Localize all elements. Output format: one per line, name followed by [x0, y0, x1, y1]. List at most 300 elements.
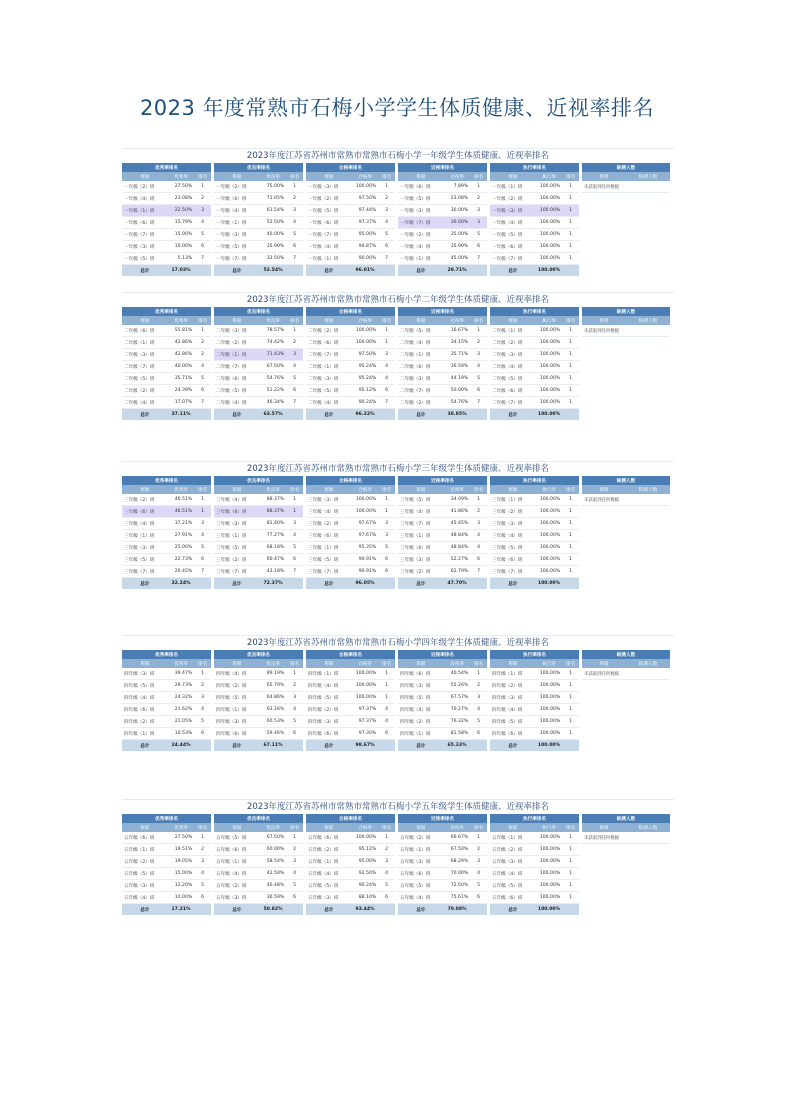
- class-name-cell: 一年级（7）班: [490, 253, 536, 265]
- table-row: [398, 680, 487, 692]
- table-row: [490, 241, 579, 253]
- table-row: [398, 728, 487, 740]
- column-header-rank: 排名: [194, 316, 211, 325]
- rate-value-cell: 5.13%: [168, 253, 194, 265]
- class-name-cell: 一年级（2）班: [214, 181, 260, 193]
- class-name-cell: 二年级（7）班: [490, 397, 536, 409]
- ranking-table: [122, 476, 211, 589]
- rate-value-cell: 15.00%: [168, 229, 194, 241]
- rank-cell: 1: [286, 832, 303, 844]
- rank-cell: 1: [378, 832, 395, 844]
- table-caption-row: [582, 307, 670, 316]
- table-row: [306, 668, 395, 680]
- column-header-missing: 缺测人数: [626, 316, 670, 325]
- rank-cell: 7: [470, 397, 487, 409]
- table-row: [490, 337, 579, 349]
- class-name-cell: 三年级（2）班: [214, 554, 260, 566]
- table-row: [122, 325, 211, 337]
- table-header-row: [490, 316, 579, 325]
- total-label-cell: 总计: [398, 265, 444, 277]
- rank-cell: 6: [194, 385, 211, 397]
- class-name-cell: 三年级（5）班: [214, 542, 260, 554]
- column-header-value: 执行率: [536, 172, 562, 181]
- table-caption: 执行率排名: [490, 476, 579, 485]
- rate-value-cell: 100.00%: [536, 856, 562, 868]
- table-row: [398, 692, 487, 704]
- rate-value-cell: 25.00%: [168, 542, 194, 554]
- table-row: [306, 373, 395, 385]
- class-name-cell: 三年级（1）班: [214, 530, 260, 542]
- column-header-rank: 排名: [562, 485, 579, 494]
- column-header-class: 班级: [214, 316, 260, 325]
- rate-value-cell: 100.00%: [352, 680, 378, 692]
- rate-value-cell: 100.00%: [352, 337, 378, 349]
- table-row: [122, 880, 211, 892]
- rank-cell: 4: [378, 716, 395, 728]
- rate-value-cell: 21.05%: [168, 716, 194, 728]
- rank-cell: 1: [470, 494, 487, 506]
- rank-cell: 2: [286, 680, 303, 692]
- class-name-cell: 五年级（3）班: [398, 856, 444, 868]
- missing-people-table: [582, 650, 670, 680]
- total-label-cell: 总计: [398, 740, 444, 752]
- rate-value-cell: 42.86%: [168, 349, 194, 361]
- class-name-cell: 一年级（4）班: [490, 217, 536, 229]
- table-row: [214, 361, 303, 373]
- class-name-cell: 三年级（1）班: [490, 494, 536, 506]
- class-name-cell: 五年级（5）班: [306, 880, 352, 892]
- rate-value-cell: 52.50%: [260, 217, 286, 229]
- rate-value-cell: 100.00%: [536, 349, 562, 361]
- rank-cell: 3: [286, 856, 303, 868]
- table-header-row: [214, 316, 303, 325]
- table-row: [490, 668, 579, 680]
- class-name-cell: 五年级（3）班: [214, 892, 260, 904]
- table-caption: 优良率排名: [214, 476, 303, 485]
- rate-value-cell: 100.00%: [536, 880, 562, 892]
- class-name-cell: 四年级（1）班: [490, 668, 536, 680]
- table-caption-row: [582, 163, 670, 172]
- table-row: [122, 217, 211, 229]
- total-value-cell: 17.03%: [168, 265, 194, 277]
- column-header-class: 班级: [122, 172, 168, 181]
- total-value-cell: 70.08%: [444, 904, 470, 916]
- total-label-cell: 总计: [122, 578, 168, 590]
- total-blank-cell: [470, 904, 487, 916]
- rank-cell: 5: [378, 880, 395, 892]
- total-label-cell: 总计: [490, 904, 536, 916]
- rank-cell: 7: [378, 253, 395, 265]
- rank-cell: 5: [286, 880, 303, 892]
- table-row: [306, 728, 395, 740]
- total-value-cell: 67.11%: [260, 740, 286, 752]
- class-name-cell: 一年级（4）班: [306, 241, 352, 253]
- table-row: [122, 856, 211, 868]
- table-caption-row: [490, 163, 579, 172]
- rate-value-cell: 89.19%: [260, 668, 286, 680]
- table-header-row: [398, 485, 487, 494]
- rank-cell: 5: [286, 542, 303, 554]
- class-name-cell: 一年级（7）班: [306, 229, 352, 241]
- class-name-cell: 二年级（7）班: [398, 385, 444, 397]
- rate-value-cell: 67.50%: [260, 361, 286, 373]
- table-row: [398, 373, 487, 385]
- column-header-value: 优秀率: [168, 659, 194, 668]
- table-row: [490, 892, 579, 904]
- total-value-cell: 50.82%: [260, 904, 286, 916]
- class-name-cell: 二年级（6）班: [490, 385, 536, 397]
- rank-cell: 1: [562, 518, 579, 530]
- total-value-cell: 96.22%: [352, 409, 378, 421]
- class-name-cell: 二年级（5）班: [214, 385, 260, 397]
- class-name-cell: 三年级（2）班: [490, 506, 536, 518]
- table-caption: 近视率排名: [398, 814, 487, 823]
- class-name-cell: 四年级（2）班: [214, 680, 260, 692]
- table-header-row: [306, 823, 395, 832]
- class-name-cell: 三年级（1）班: [398, 530, 444, 542]
- rate-value-cell: 60.53%: [260, 716, 286, 728]
- rank-cell: 4: [378, 868, 395, 880]
- rate-value-cell: 50.00%: [444, 385, 470, 397]
- column-header-rank: 排名: [470, 172, 487, 181]
- class-name-cell: 五年级（3）班: [306, 892, 352, 904]
- table-row: [122, 554, 211, 566]
- class-name-cell: 一年级（7）班: [122, 229, 168, 241]
- rank-cell: 3: [194, 205, 211, 217]
- class-name-cell: 五年级（5）班: [490, 880, 536, 892]
- rate-value-cell: 88.10%: [352, 892, 378, 904]
- column-header-value: 合格率: [352, 823, 378, 832]
- total-label-cell: 总计: [398, 904, 444, 916]
- column-header-value: 优秀率: [168, 485, 194, 494]
- rank-cell: 1: [470, 832, 487, 844]
- rank-cell: 1: [562, 566, 579, 578]
- table-row: [122, 728, 211, 740]
- rate-value-cell: 60.00%: [260, 844, 286, 856]
- class-name-cell: 一年级（2）班: [398, 229, 444, 241]
- rank-cell: 4: [286, 704, 303, 716]
- class-name-cell: 一年级（3）班: [490, 205, 536, 217]
- table-caption-row: [122, 307, 211, 316]
- rank-cell: 1: [562, 692, 579, 704]
- table-caption: 缺测人数: [582, 163, 670, 172]
- class-name-cell: 五年级（6）班: [122, 832, 168, 844]
- total-row: [214, 265, 303, 277]
- class-name-cell: 二年级（4）班: [122, 397, 168, 409]
- rate-value-cell: 71.05%: [260, 193, 286, 205]
- empty-row: [582, 325, 670, 337]
- class-name-cell: 四年级（4）班: [122, 692, 168, 704]
- column-header-value: 近视率: [444, 316, 470, 325]
- rank-cell: 1: [562, 542, 579, 554]
- rank-cell: 2: [286, 844, 303, 856]
- total-blank-cell: [194, 578, 211, 590]
- rate-value-cell: 23.08%: [168, 193, 194, 205]
- table-row: [490, 844, 579, 856]
- table-caption-row: [582, 814, 670, 823]
- class-name-cell: 四年级（4）班: [490, 704, 536, 716]
- table-header-row: [582, 823, 670, 832]
- class-name-cell: 一年级（2）班: [490, 193, 536, 205]
- table-row: [214, 397, 303, 409]
- class-name-cell: 三年级（3）班: [306, 494, 352, 506]
- rank-cell: 2: [194, 193, 211, 205]
- rank-cell: 4: [286, 361, 303, 373]
- rate-value-cell: 97.37%: [352, 716, 378, 728]
- table-row: [398, 554, 487, 566]
- class-name-cell: 二年级（6）班: [122, 325, 168, 337]
- rate-value-cell: 100.00%: [536, 542, 562, 554]
- table-row: [398, 361, 487, 373]
- table-row: [122, 337, 211, 349]
- column-header-rank: 排名: [194, 659, 211, 668]
- class-name-cell: 五年级（1）班: [214, 856, 260, 868]
- rate-value-cell: 95.24%: [352, 373, 378, 385]
- column-header-value: 执行率: [536, 823, 562, 832]
- class-name-cell: 一年级（3）班: [214, 229, 260, 241]
- column-header-class: 班级: [306, 172, 352, 181]
- rate-value-cell: 42.86%: [168, 337, 194, 349]
- class-name-cell: 一年级（2）班: [306, 193, 352, 205]
- class-name-cell: 四年级（6）班: [214, 728, 260, 740]
- rank-cell: 7: [194, 253, 211, 265]
- class-name-cell: 二年级（4）班: [306, 397, 352, 409]
- rate-value-cell: 35.71%: [168, 373, 194, 385]
- table-header-row: [214, 659, 303, 668]
- rate-value-cell: 40.00%: [168, 361, 194, 373]
- grade-tables: [122, 814, 674, 915]
- column-header-value: 合格率: [352, 316, 378, 325]
- table-row: [490, 518, 579, 530]
- rank-cell: 4: [194, 217, 211, 229]
- class-name-cell: 一年级（4）班: [214, 205, 260, 217]
- table-caption-row: [214, 307, 303, 316]
- class-name-cell: 二年级（3）班: [214, 325, 260, 337]
- table-row: [490, 542, 579, 554]
- rank-cell: 2: [194, 349, 211, 361]
- rank-cell: 4: [470, 868, 487, 880]
- table-row: [122, 241, 211, 253]
- rank-cell: 6: [286, 892, 303, 904]
- class-name-cell: 三年级（6）班: [122, 506, 168, 518]
- ranking-table: [214, 476, 303, 589]
- rank-cell: 1: [378, 337, 395, 349]
- table-row: [214, 193, 303, 205]
- class-name-cell: 五年级（2）班: [306, 844, 352, 856]
- rank-cell: 1: [562, 554, 579, 566]
- total-value-cell: 52.54%: [260, 265, 286, 277]
- column-header-class: 班级: [122, 659, 168, 668]
- column-header-value: 优良率: [260, 172, 286, 181]
- rate-value-cell: 54.76%: [260, 373, 286, 385]
- class-name-cell: 三年级（6）班: [214, 506, 260, 518]
- total-label-cell: 总计: [122, 265, 168, 277]
- table-caption-row: [582, 650, 670, 659]
- rate-value-cell: 100.00%: [536, 181, 562, 193]
- class-name-cell: 二年级（4）班: [398, 337, 444, 349]
- total-row: [122, 578, 211, 590]
- table-row: [122, 193, 211, 205]
- rate-value-cell: 68.18%: [260, 542, 286, 554]
- total-row: [490, 904, 579, 916]
- rate-value-cell: 7.89%: [444, 181, 470, 193]
- table-row: [398, 205, 487, 217]
- rank-cell: 1: [562, 217, 579, 229]
- total-blank-cell: [194, 904, 211, 916]
- class-name-cell: 四年级（3）班: [490, 692, 536, 704]
- rank-cell: 1: [194, 506, 211, 518]
- table-caption-row: [214, 650, 303, 659]
- rank-cell: 6: [470, 385, 487, 397]
- class-name-cell: 一年级（4）班: [122, 193, 168, 205]
- table-row: [398, 337, 487, 349]
- table-header-row: [122, 316, 211, 325]
- rate-value-cell: 60.47%: [260, 554, 286, 566]
- rate-value-cell: 90.24%: [352, 397, 378, 409]
- table-header-row: [122, 485, 211, 494]
- class-name-cell: 五年级（4）班: [122, 892, 168, 904]
- rate-value-cell: 36.59%: [260, 892, 286, 904]
- rank-cell: 1: [562, 337, 579, 349]
- class-name-cell: 二年级（7）班: [306, 349, 352, 361]
- rank-cell: 4: [286, 530, 303, 542]
- rank-cell: 3: [286, 205, 303, 217]
- rate-value-cell: 78.57%: [260, 325, 286, 337]
- rank-cell: 1: [378, 506, 395, 518]
- ranking-table: [490, 307, 579, 420]
- rank-cell: 3: [378, 530, 395, 542]
- table-row: [398, 856, 487, 868]
- rate-value-cell: 67.50%: [260, 832, 286, 844]
- rate-value-cell: 74.42%: [260, 337, 286, 349]
- ranking-table: [122, 307, 211, 420]
- rate-value-cell: 30.00%: [444, 217, 470, 229]
- class-name-cell: 一年级（1）班: [398, 253, 444, 265]
- rate-value-cell: 10.00%: [168, 892, 194, 904]
- rate-value-cell: 100.00%: [536, 716, 562, 728]
- table-row: [306, 554, 395, 566]
- missing-people-table: [582, 163, 670, 193]
- table-row: [122, 680, 211, 692]
- table-caption-row: [490, 307, 579, 316]
- table-row: [306, 692, 395, 704]
- table-row: [490, 373, 579, 385]
- rank-cell: 1: [562, 205, 579, 217]
- rank-cell: 5: [470, 880, 487, 892]
- class-name-cell: 三年级（2）班: [122, 494, 168, 506]
- rank-cell: 1: [562, 494, 579, 506]
- total-value-cell: 96.01%: [352, 265, 378, 277]
- table-row: [490, 253, 579, 265]
- class-name-cell: 三年级（3）班: [398, 554, 444, 566]
- class-name-cell: 三年级（2）班: [398, 566, 444, 578]
- column-header-rank: 排名: [562, 172, 579, 181]
- class-name-cell: 三年级（4）班: [398, 506, 444, 518]
- missing-people-table: [582, 307, 670, 337]
- column-header-value: 优秀率: [168, 316, 194, 325]
- total-label-cell: 总计: [306, 904, 352, 916]
- table-header-row: [398, 172, 487, 181]
- table-caption: 近视率排名: [398, 650, 487, 659]
- rank-cell: 5: [378, 542, 395, 554]
- table-row: [214, 385, 303, 397]
- table-row: [490, 494, 579, 506]
- column-header-rank: 排名: [378, 316, 395, 325]
- rank-cell: 6: [378, 728, 395, 740]
- class-name-cell: 五年级（1）班: [306, 856, 352, 868]
- table-row: [490, 716, 579, 728]
- table-row: [214, 325, 303, 337]
- rank-cell: 1: [562, 253, 579, 265]
- table-header-row: [582, 659, 670, 668]
- total-value-cell: 100.00%: [536, 740, 562, 752]
- table-header-row: [306, 485, 395, 494]
- rate-value-cell: 100.00%: [536, 397, 562, 409]
- table-row: [398, 349, 487, 361]
- rank-cell: 6: [194, 892, 211, 904]
- grade-tables: [122, 476, 674, 589]
- rate-value-cell: 40.54%: [444, 668, 470, 680]
- column-header-value: 执行率: [536, 316, 562, 325]
- table-row: [214, 554, 303, 566]
- rate-value-cell: 100.00%: [536, 337, 562, 349]
- table-row: [306, 832, 395, 844]
- rank-cell: 3: [286, 518, 303, 530]
- column-header-rank: 排名: [286, 659, 303, 668]
- rank-cell: 1: [470, 668, 487, 680]
- column-header-missing: 缺测人数: [626, 659, 670, 668]
- rate-value-cell: 100.00%: [536, 217, 562, 229]
- rate-value-cell: 94.87%: [352, 241, 378, 253]
- table-header-row: [582, 172, 670, 181]
- rank-cell: 1: [286, 494, 303, 506]
- total-row: [306, 265, 395, 277]
- table-row: [214, 253, 303, 265]
- rank-cell: 3: [194, 692, 211, 704]
- column-header-rank: 排名: [562, 659, 579, 668]
- table-row: [490, 868, 579, 880]
- table-row: [122, 716, 211, 728]
- total-value-cell: 24.44%: [168, 740, 194, 752]
- table-row: [306, 361, 395, 373]
- rate-value-cell: 90.91%: [352, 566, 378, 578]
- total-row: [122, 740, 211, 752]
- table-header-row: [490, 659, 579, 668]
- rank-cell: 5: [286, 373, 303, 385]
- rank-cell: 6: [378, 892, 395, 904]
- rank-cell: 1: [562, 668, 579, 680]
- rate-value-cell: 67.57%: [444, 692, 470, 704]
- class-name-cell: 二年级（6）班: [306, 337, 352, 349]
- rank-cell: 3: [194, 518, 211, 530]
- table-caption-row: [306, 814, 395, 823]
- column-header-rank: 排名: [470, 659, 487, 668]
- rank-cell: 2: [194, 337, 211, 349]
- rate-value-cell: 22.50%: [168, 205, 194, 217]
- total-value-cell: 29.71%: [444, 265, 470, 277]
- class-name-cell: 一年级（5）班: [306, 205, 352, 217]
- table-row: [306, 494, 395, 506]
- table-row: [490, 193, 579, 205]
- total-blank-cell: [378, 409, 395, 421]
- class-name-cell: 四年级（2）班: [306, 704, 352, 716]
- class-name-cell: 三年级（5）班: [122, 554, 168, 566]
- rate-value-cell: 90.00%: [352, 253, 378, 265]
- rate-value-cell: 55.26%: [444, 680, 470, 692]
- column-header-rank: 排名: [562, 316, 579, 325]
- class-name-cell: 二年级（1）班: [490, 325, 536, 337]
- rate-value-cell: 97.37%: [352, 704, 378, 716]
